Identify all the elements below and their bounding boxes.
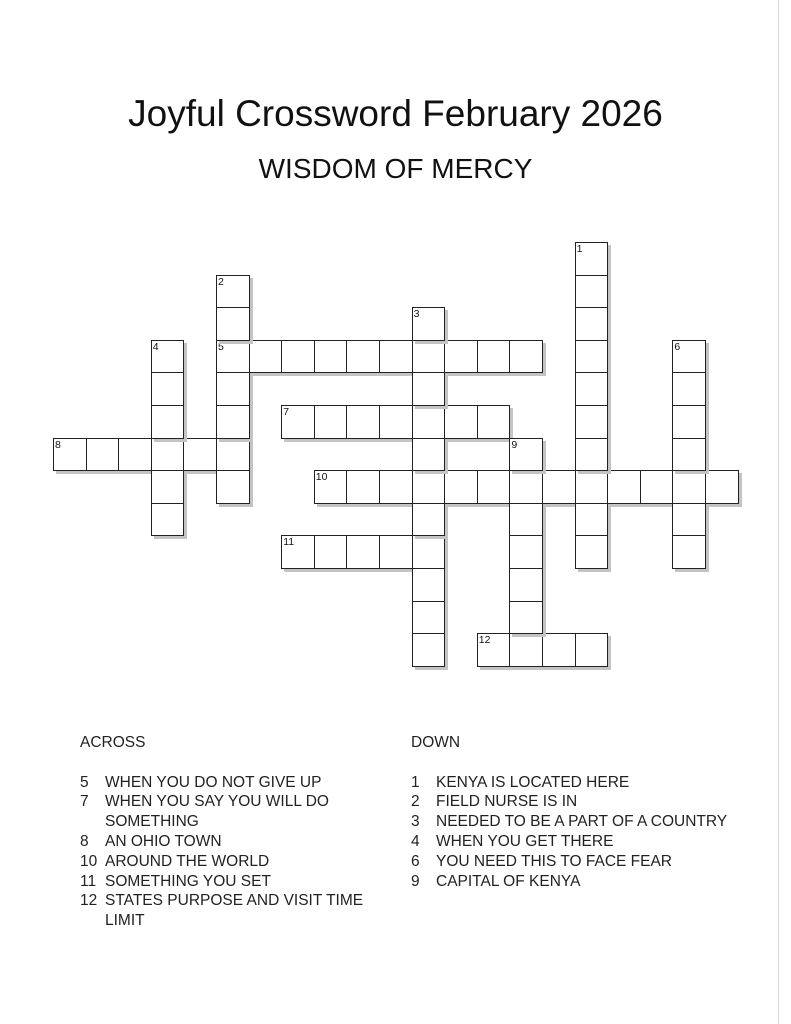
crossword-cell[interactable] bbox=[412, 405, 446, 439]
crossword-cell[interactable] bbox=[477, 633, 511, 667]
crossword-cell[interactable] bbox=[412, 601, 446, 635]
crossword-cell[interactable] bbox=[281, 405, 315, 439]
cell-number: 3 bbox=[413, 308, 420, 321]
down-clue bbox=[411, 832, 741, 852]
clue-text: NEEDED TO BE A PART OF A COUNTRY bbox=[436, 813, 728, 831]
crossword-cell[interactable] bbox=[444, 470, 478, 504]
crossword-cell[interactable] bbox=[575, 438, 609, 472]
clue-number: 2 bbox=[411, 793, 420, 811]
crossword-cell[interactable] bbox=[216, 307, 250, 341]
cell-number: 4 bbox=[152, 340, 159, 353]
crossword-cell[interactable] bbox=[379, 470, 413, 504]
crossword-cell[interactable] bbox=[412, 340, 446, 374]
crossword-cell[interactable] bbox=[640, 470, 674, 504]
crossword-cell[interactable] bbox=[575, 405, 609, 439]
page-title: Joyful Crossword February 2026 bbox=[128, 93, 663, 134]
crossword-cell[interactable] bbox=[151, 340, 185, 374]
crossword-cell[interactable] bbox=[509, 633, 543, 667]
crossword-cell[interactable] bbox=[412, 568, 446, 602]
clue-number: 3 bbox=[411, 813, 420, 831]
clue-text: STATES PURPOSE AND VISIT TIME LIMIT bbox=[105, 892, 364, 930]
crossword-cell[interactable] bbox=[575, 340, 609, 374]
crossword-cell[interactable] bbox=[281, 535, 315, 569]
crossword-cell[interactable] bbox=[509, 568, 543, 602]
crossword-cell[interactable] bbox=[509, 503, 543, 537]
clue-text: WHEN YOU GET THERE bbox=[436, 832, 614, 850]
crossword-cell[interactable] bbox=[151, 470, 185, 504]
crossword-cell[interactable] bbox=[672, 372, 706, 406]
clue-number: 11 bbox=[80, 872, 97, 890]
across-clues bbox=[80, 733, 370, 931]
crossword-cell[interactable] bbox=[575, 242, 609, 276]
crossword-cell[interactable] bbox=[477, 340, 511, 374]
crossword-cell[interactable] bbox=[216, 275, 250, 309]
clue-text: AN OHIO TOWN bbox=[105, 832, 222, 850]
crossword-cell[interactable] bbox=[314, 470, 348, 504]
crossword-cell[interactable] bbox=[86, 438, 120, 472]
down-clue bbox=[411, 872, 741, 892]
crossword-cell[interactable] bbox=[705, 470, 739, 504]
crossword-cell[interactable] bbox=[216, 470, 250, 504]
clue-number: 6 bbox=[411, 852, 420, 870]
cell-number: 8 bbox=[55, 438, 61, 451]
crossword-cell[interactable] bbox=[314, 340, 348, 374]
crossword-cell[interactable] bbox=[509, 601, 543, 635]
clue-number: 8 bbox=[80, 832, 89, 850]
crossword-cell[interactable] bbox=[575, 633, 609, 667]
down-clue bbox=[411, 792, 741, 812]
crossword-cell[interactable] bbox=[477, 470, 511, 504]
crossword-cell[interactable] bbox=[672, 470, 706, 504]
page-subtitle: WISDOM OF MERCY bbox=[258, 153, 533, 184]
crossword-cell[interactable] bbox=[412, 470, 446, 504]
crossword-cell[interactable] bbox=[346, 535, 380, 569]
crossword-cell[interactable] bbox=[607, 470, 641, 504]
crossword-cell[interactable] bbox=[672, 438, 706, 472]
crossword-cell[interactable] bbox=[575, 307, 609, 341]
cell-number: 7 bbox=[283, 406, 290, 418]
crossword-cell[interactable] bbox=[575, 535, 609, 569]
clue-number: 5 bbox=[80, 773, 89, 791]
crossword-cell[interactable] bbox=[151, 503, 185, 537]
down-clue bbox=[411, 812, 741, 832]
crossword-cell[interactable] bbox=[477, 405, 511, 439]
across-clue bbox=[80, 773, 370, 793]
across-clue bbox=[80, 891, 370, 931]
cell-number: 1 bbox=[576, 243, 583, 255]
clue-text: YOU NEED THIS TO FACE FEAR bbox=[436, 852, 672, 870]
crossword-cell[interactable] bbox=[151, 405, 185, 439]
crossword-cell[interactable] bbox=[346, 405, 380, 439]
crossword-cell[interactable] bbox=[346, 340, 380, 374]
crossword-cell[interactable] bbox=[151, 438, 185, 472]
crossword-cell[interactable] bbox=[672, 535, 706, 569]
crossword-cell[interactable] bbox=[444, 405, 478, 439]
down-clue bbox=[411, 852, 741, 872]
crossword-cell[interactable] bbox=[53, 438, 87, 472]
crossword-cell[interactable] bbox=[672, 405, 706, 439]
down-heading: DOWN bbox=[411, 734, 461, 751]
crossword-cell[interactable] bbox=[216, 372, 250, 406]
clue-text: FIELD NURSE IS IN bbox=[436, 793, 578, 811]
crossword-cell[interactable] bbox=[542, 633, 576, 667]
down-clue bbox=[411, 773, 741, 793]
cell-number: 5 bbox=[218, 340, 224, 353]
cell-number: 9 bbox=[511, 438, 518, 451]
crossword-cell[interactable] bbox=[672, 340, 706, 374]
crossword-cell[interactable] bbox=[379, 535, 413, 569]
crossword-cell[interactable] bbox=[118, 438, 152, 472]
crossword-cell[interactable] bbox=[444, 340, 478, 374]
cell-number: 12 bbox=[478, 634, 491, 647]
clue-text: SOMETHING YOU SET bbox=[105, 872, 271, 890]
crossword-cell[interactable] bbox=[216, 438, 250, 472]
crossword-cell[interactable] bbox=[281, 340, 315, 374]
clue-text: WHEN YOU DO NOT GIVE UP bbox=[105, 773, 322, 791]
crossword-cell[interactable] bbox=[509, 438, 543, 472]
crossword-cell[interactable] bbox=[314, 405, 348, 439]
crossword-cell[interactable] bbox=[216, 340, 250, 374]
crossword-cell[interactable] bbox=[509, 340, 543, 374]
crossword-cell[interactable] bbox=[346, 470, 380, 504]
cell-number: 11 bbox=[283, 536, 295, 549]
crossword-cell[interactable] bbox=[412, 535, 446, 569]
crossword-cell[interactable] bbox=[672, 503, 706, 537]
clue-number: 7 bbox=[80, 793, 89, 811]
crossword-cell[interactable] bbox=[412, 633, 446, 667]
crossword-cell[interactable] bbox=[216, 405, 250, 439]
clue-number: 10 bbox=[80, 852, 98, 870]
crossword-cell[interactable] bbox=[379, 405, 413, 439]
crossword-cell[interactable] bbox=[314, 535, 348, 569]
clue-number: 12 bbox=[80, 892, 98, 910]
clue-text: KENYA IS LOCATED HERE bbox=[436, 773, 630, 791]
clue-text: CAPITAL OF KENYA bbox=[436, 872, 581, 890]
cell-number: 2 bbox=[218, 275, 224, 288]
down-clues bbox=[411, 733, 741, 891]
crossword-cell[interactable] bbox=[575, 470, 609, 504]
crossword-cell[interactable] bbox=[412, 438, 446, 472]
crossword-cell[interactable] bbox=[412, 372, 446, 406]
crossword-cell[interactable] bbox=[575, 372, 609, 406]
crossword-cell[interactable] bbox=[412, 503, 446, 537]
crossword-cell[interactable] bbox=[151, 372, 185, 406]
clue-number: 9 bbox=[411, 872, 420, 890]
across-clue bbox=[80, 872, 370, 892]
crossword-cell[interactable] bbox=[575, 503, 609, 537]
clue-text: WHEN YOU SAY YOU WILL DO SOMETHING bbox=[105, 793, 329, 831]
across-clue bbox=[80, 832, 370, 852]
crossword-cell[interactable] bbox=[412, 307, 446, 341]
clue-number: 1 bbox=[411, 773, 420, 791]
clue-number: 4 bbox=[411, 832, 420, 850]
clue-text: AROUND THE WORLD bbox=[105, 852, 270, 870]
crossword-cell[interactable] bbox=[575, 275, 609, 309]
cell-number: 10 bbox=[315, 471, 328, 484]
crossword-cell[interactable] bbox=[183, 438, 217, 472]
across-clue bbox=[80, 792, 370, 832]
crossword-cell[interactable] bbox=[542, 470, 576, 504]
cell-number: 6 bbox=[674, 340, 681, 353]
crossword-cell[interactable] bbox=[379, 340, 413, 374]
crossword-cell[interactable] bbox=[509, 535, 543, 569]
across-clue bbox=[80, 852, 370, 872]
across-heading: ACROSS bbox=[80, 734, 146, 751]
crossword-cell[interactable] bbox=[249, 340, 283, 374]
crossword-cell[interactable] bbox=[509, 470, 543, 504]
